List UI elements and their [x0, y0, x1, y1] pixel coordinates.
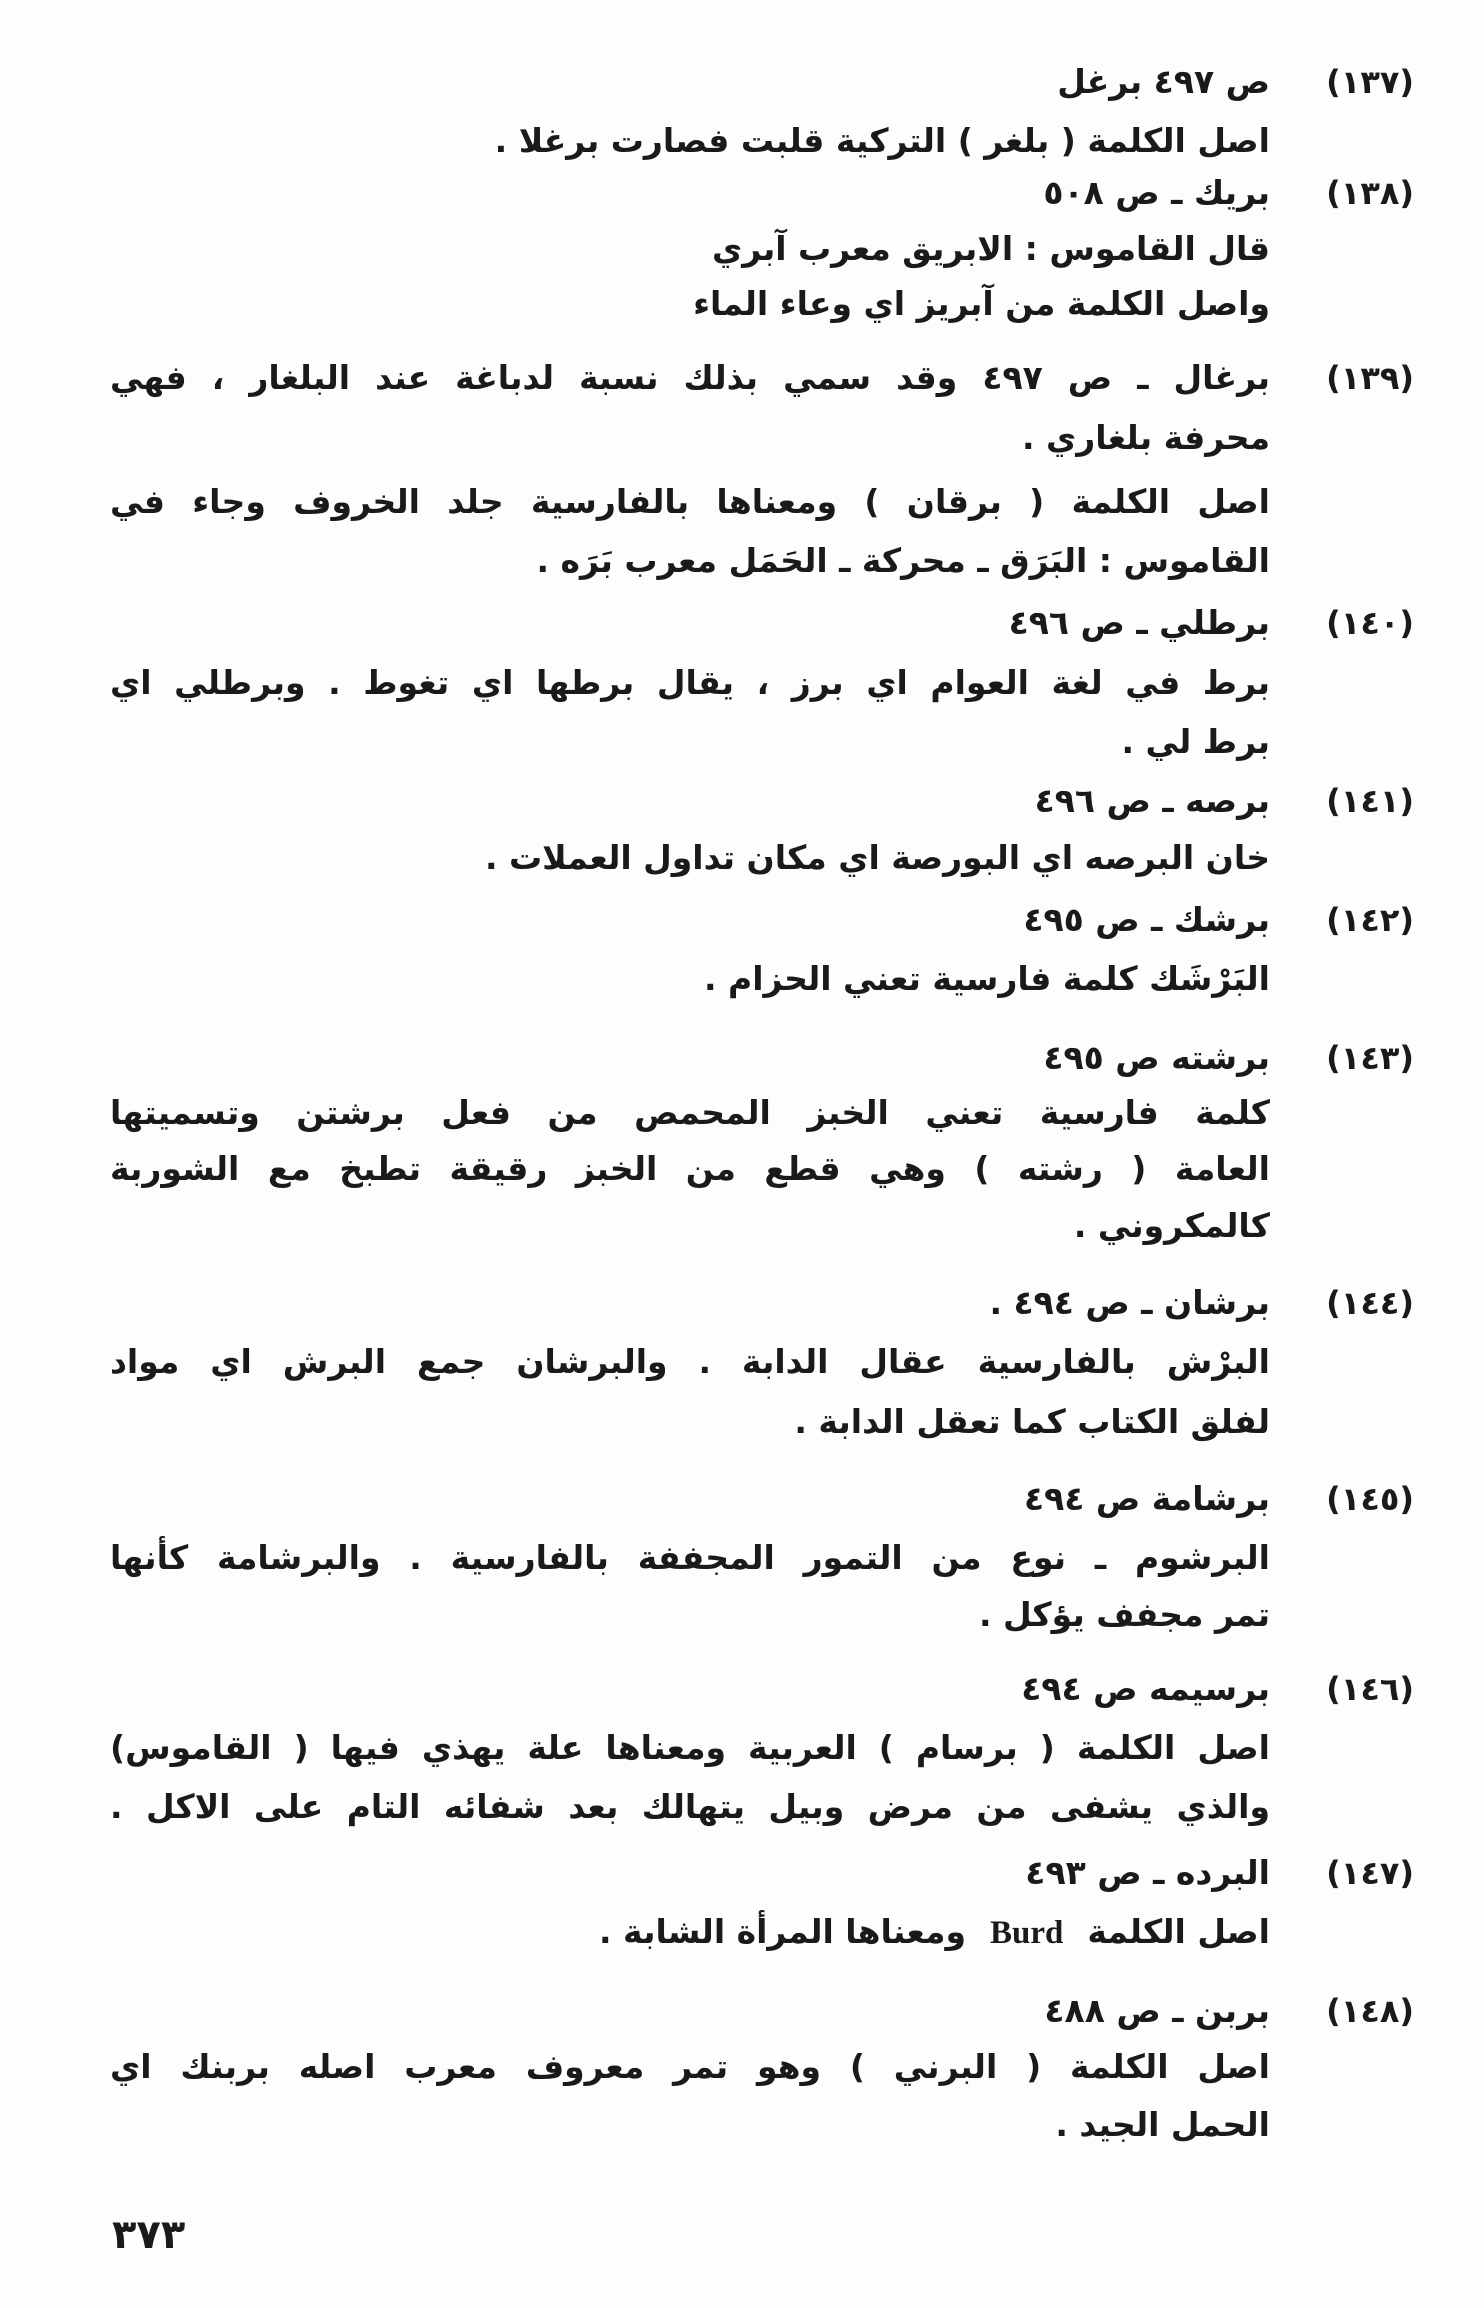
entry-text-line: تمر مجفف يؤكل . [978, 1595, 1270, 1634]
entry-headword: برسيمه ص ٤٩٤ [1021, 1669, 1270, 1708]
text-fragment: ومعناها المرأة الشابة . [599, 1912, 966, 1951]
entry-number: (١٣٧) [1326, 63, 1414, 101]
entry-text-line: برط في لغة العوام اي برز ، يقال برطها اي تغوط . وبرطلي اي [110, 663, 1270, 702]
entry-text-line: كلمة فارسية تعني الخبز المحمص من فعل برشتن وتسميتها [110, 1093, 1270, 1132]
entry-text-line: العامة ( رشته ) وهي قطع من الخبز رقيقة تطبخ مع الشوربة [110, 1149, 1270, 1188]
entry-text-line: القاموس : البَرَق ـ محركة ـ الحَمَل معرب بَرَه . [536, 541, 1270, 580]
entry-text-line: خان البرصه اي البورصة اي مكان تداول العملات . [484, 838, 1270, 877]
entry-text-line: واصل الكلمة من آبريز اي وعاء الماء [693, 284, 1270, 323]
entry-headword: بربن ـ ص ٤٨٨ [1044, 1991, 1270, 2030]
text-fragment: اصل الكلمة [1087, 1912, 1270, 1951]
entry-headword: برشك ـ ص ٤٩٥ [1023, 900, 1270, 939]
entry-text-line: البرشوم ـ نوع من التمور المجففة بالفارسية . والبرشامة كأنها [110, 1538, 1270, 1577]
entry-number: (١٣٩) [1326, 359, 1414, 397]
entry-number: (١٤٤) [1326, 1284, 1414, 1322]
entry-number: (١٤٥) [1326, 1480, 1414, 1518]
entry-text-line: برط لي . [1121, 722, 1270, 761]
entry-text-line: الحمل الجيد . [1055, 2105, 1270, 2144]
entry-headword: برطلي ـ ص ٤٩٦ [1008, 603, 1270, 642]
entry-text-line: اصل الكلمة ( بلغر ) التركية قلبت فصارت برغلا . [494, 121, 1270, 160]
entry-text-line: والذي يشفى من مرض وبيل يتهالك بعد شفائه التام على الاكل . [110, 1787, 1270, 1826]
entry-text-line: كالمكروني . [1073, 1206, 1270, 1245]
entry-number: (١٤٠) [1326, 604, 1414, 642]
entry-number: (١٤٦) [1326, 1670, 1414, 1708]
entry-number: (١٤٨) [1326, 1992, 1414, 2030]
entry-text-line: البَرْشَك كلمة فارسية تعني الحزام . [704, 959, 1270, 998]
entry-headword: ص ٤٩٧ برغل [1057, 62, 1270, 101]
entry-text-line [110, 1902, 1270, 1962]
page-number: ٣٧٣ [112, 2212, 186, 2258]
entry-number: (١٤٢) [1326, 901, 1414, 939]
entry-headword: برشامة ص ٤٩٤ [1023, 1479, 1270, 1518]
entry-text-line: لفلق الكتاب كما تعقل الدابة . [794, 1402, 1270, 1441]
entry-headword: البرده ـ ص ٤٩٣ [1025, 1853, 1270, 1892]
entry-headword: برغال ـ ص ٤٩٧ وقد سمي بذلك نسبة لدباغة عند البلغار ، فهي [110, 358, 1270, 397]
entry-text-line: قال القاموس : الابريق معرب آبري [712, 229, 1270, 268]
entry-number: (١٣٨) [1326, 174, 1414, 212]
entry-text-line: البرْش بالفارسية عقال الدابة . والبرشان جمع البرش اي مواد [110, 1342, 1270, 1381]
entry-text-line: محرفة بلغاري . [1022, 418, 1270, 457]
latin-word: Burd [989, 1915, 1064, 1951]
entry-number: (١٤٧) [1326, 1854, 1414, 1892]
entry-number: (١٤٣) [1326, 1039, 1414, 1077]
entry-headword: برشان ـ ص ٤٩٤ . [989, 1283, 1270, 1322]
entry-headword: برصه ـ ص ٤٩٦ [1034, 781, 1270, 820]
entry-headword: برشته ص ٤٩٥ [1043, 1038, 1270, 1077]
entry-number: (١٤١) [1326, 782, 1414, 820]
entry-text-line: اصل الكلمة ( برقان ) ومعناها بالفارسية جلد الخروف وجاء في [110, 482, 1270, 521]
entry-text-line: اصل الكلمة ( برسام ) العربية ومعناها علة يهذي فيها ( القاموس) [110, 1728, 1270, 1767]
entry-headword: بريك ـ ص ٥٠٨ [1043, 173, 1270, 212]
entry-text-line: اصل الكلمة ( البرني ) وهو تمر معروف معرب اصله بربنك اي [110, 2047, 1270, 2086]
